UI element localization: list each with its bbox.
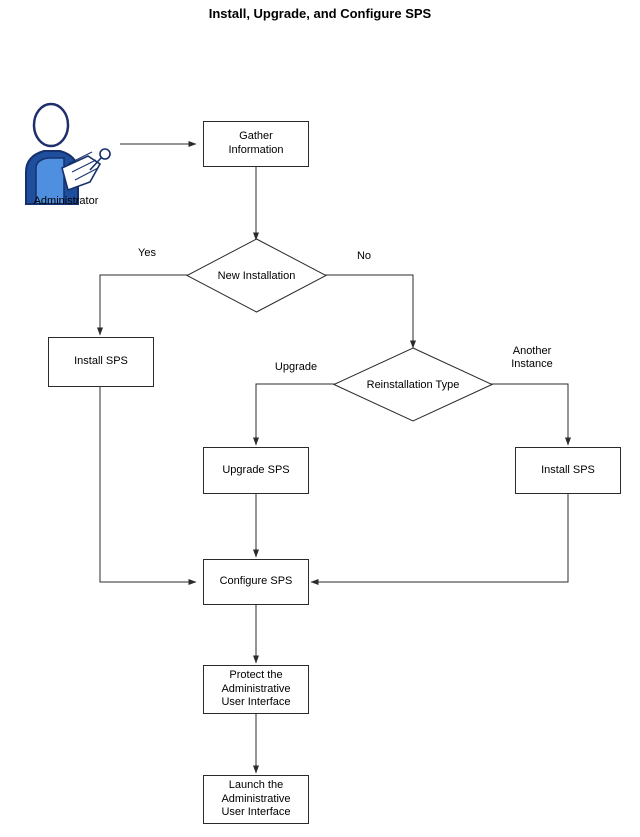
node-configure-sps[interactable]: Configure SPS [203,559,309,605]
node-install-sps-right[interactable]: Install SPS [515,447,621,494]
decision-reinstallation-type-label: Reinstallation Type [366,378,460,391]
decision-new-installation-label: New Installation [217,269,296,282]
edge-label-another-instance: Another Instance [511,345,553,371]
edge-label-yes: Yes [138,247,156,259]
administrator-label: Administrator [33,195,99,207]
edge-label-no: No [356,250,372,262]
page-title: Install, Upgrade, and Configure SPS [208,6,432,21]
node-install-sps-left[interactable]: Install SPS [48,337,154,387]
node-upgrade-sps[interactable]: Upgrade SPS [203,447,309,494]
decision-new-installation[interactable] [186,238,327,313]
node-protect-admin-ui[interactable]: Protect the Administrative User Interface [203,665,309,714]
edge-label-upgrade: Upgrade [274,361,318,373]
node-gather-information[interactable]: Gather Information [203,121,309,167]
decision-reinstallation-type[interactable] [333,347,493,422]
node-launch-admin-ui[interactable]: Launch the Administrative User Interface [203,775,309,824]
